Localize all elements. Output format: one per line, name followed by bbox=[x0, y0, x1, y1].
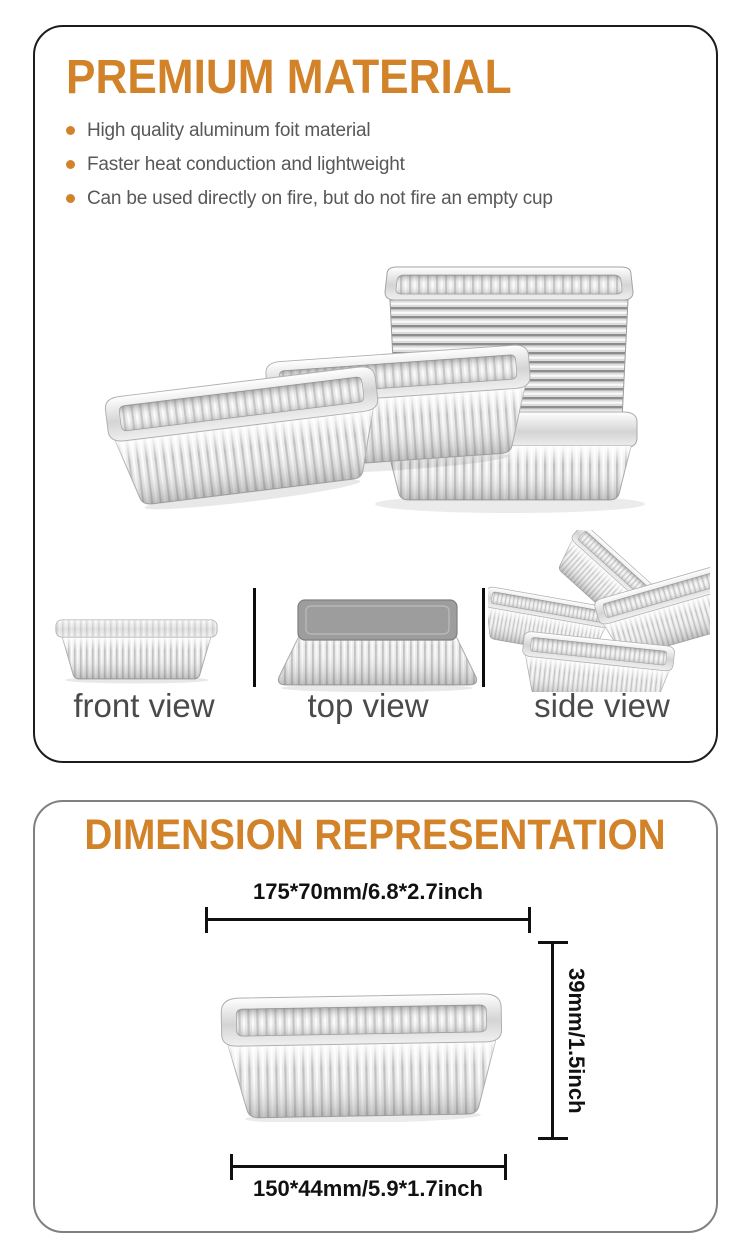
side-view-label: side view bbox=[534, 687, 670, 724]
dimension-tick bbox=[205, 907, 208, 933]
front-view-label: front view bbox=[73, 687, 215, 724]
view-divider bbox=[253, 588, 256, 687]
top-view-label: top view bbox=[307, 687, 429, 724]
dimension-tray-graphic bbox=[212, 980, 512, 1122]
feature-text: Faster heat conduction and lightweight bbox=[87, 154, 405, 175]
front-view-graphic bbox=[50, 612, 225, 684]
feature-item bbox=[66, 120, 553, 141]
feature-item bbox=[66, 154, 553, 175]
bullet-icon bbox=[66, 160, 75, 169]
dimension-tick bbox=[528, 907, 531, 933]
bullet-icon bbox=[66, 126, 75, 135]
base-dimension-label: 150*44mm/5.9*1.7inch bbox=[253, 1176, 483, 1201]
bottom-dimension-line bbox=[230, 1165, 507, 1168]
foil-tray-left bbox=[104, 365, 388, 517]
dimension-title: DIMENSION REPRESENTATION bbox=[84, 811, 666, 859]
side-view-graphic bbox=[488, 530, 710, 692]
height-dimension-line bbox=[551, 941, 554, 1140]
feature-text: Can be used directly on fire, but do not fire an empty cup bbox=[87, 188, 553, 209]
width-dimension-label: 175*70mm/6.8*2.7inch bbox=[253, 879, 483, 904]
feature-list bbox=[66, 120, 553, 222]
bullet-icon bbox=[66, 194, 75, 203]
top-dimension-line bbox=[205, 918, 531, 921]
premium-title: PREMIUM MATERIAL bbox=[66, 51, 512, 104]
feature-text: High quality aluminum foit material bbox=[87, 120, 371, 141]
feature-item bbox=[66, 188, 553, 209]
top-view-graphic bbox=[270, 593, 485, 693]
height-dimension-label: 39mm/1.5inch bbox=[564, 967, 589, 1114]
product-photo-main bbox=[85, 262, 665, 552]
